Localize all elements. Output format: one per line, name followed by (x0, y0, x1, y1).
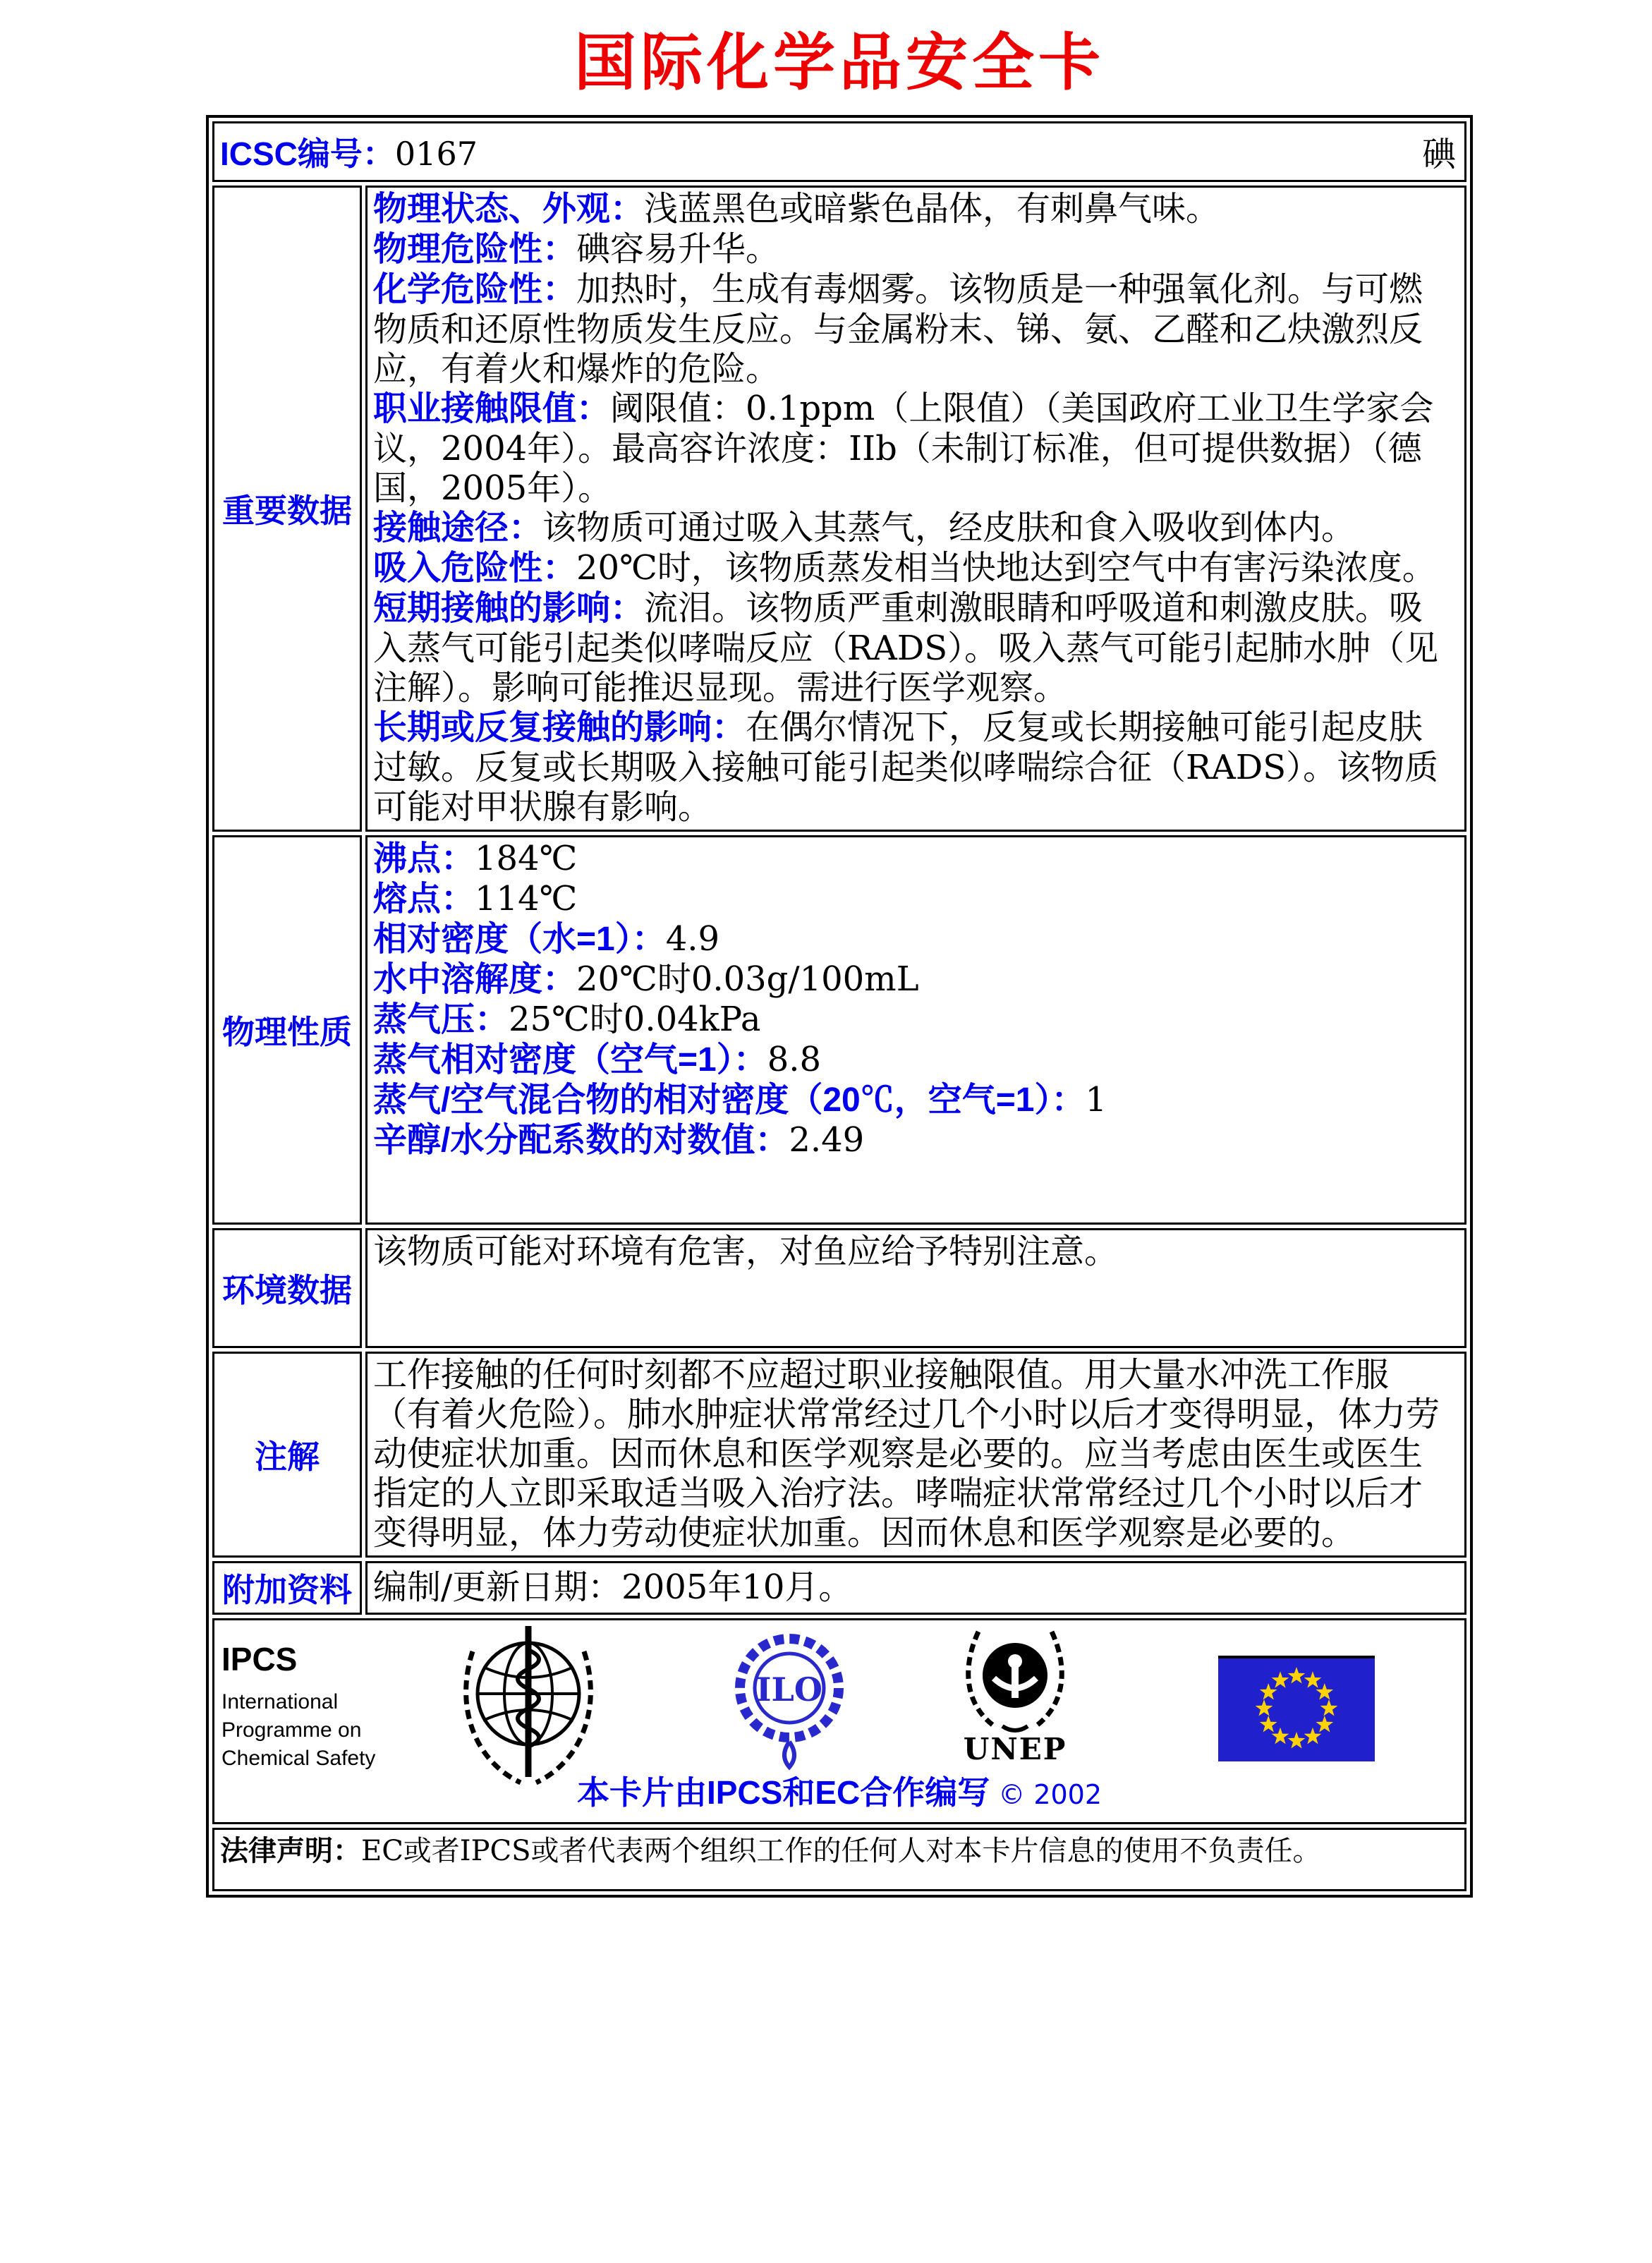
item-value: 碘容易升华。 (576, 229, 780, 269)
ipcs-subtitle-line: International (221, 1689, 339, 1713)
notes-row (212, 1352, 1466, 1558)
icsc-number-label: ICSC编号： (220, 135, 395, 172)
additional-text: 编制/更新日期：2005年10月。 (373, 1567, 853, 1607)
unep-logo-block (955, 1622, 1075, 1766)
item-value: 该物质可通过吸入其蒸气，经皮肤和食入吸收到体内。 (542, 507, 1356, 547)
item-key: 吸入危险性： (373, 549, 577, 587)
data-item (373, 189, 1449, 229)
logos-area (214, 1620, 1464, 1822)
item-value: 阈限值：0.1ppm（上限值）（美国政府工业卫生学家会议，2004年）。最高容许浓度：IIb（未制订标准，但可提供数据）（德国，2005年）。 (373, 388, 1434, 508)
data-item (373, 269, 1449, 389)
data-item (373, 389, 1449, 508)
item-key: 接触途径： (373, 509, 543, 547)
item-key: 辛醇/水分配系数的对数值： (373, 1121, 789, 1159)
header-row (212, 121, 1466, 182)
ipcs-block (221, 1640, 375, 1773)
item-key: 长期或反复接触的影响： (373, 708, 746, 746)
item-value: 加热时，生成有毒烟雾。该物质是一种强氧化剂。与可燃物质和还原性物质发生反应。与金属粉末、锑、氨、乙醛和乙炔激烈反应，有着火和爆炸的危险。 (373, 269, 1423, 389)
item-value: 1 (1085, 1079, 1107, 1120)
data-item (373, 879, 1449, 919)
section-content-notes (365, 1352, 1466, 1558)
legal-notice-label: 法律声明： (220, 1835, 361, 1867)
credit-line (214, 1767, 1464, 1814)
item-key: 短期接触的影响： (373, 589, 645, 627)
item-key: 蒸气相对密度（空气=1）： (373, 1041, 767, 1079)
logos-row (212, 1618, 1466, 1824)
data-item (373, 959, 1449, 1000)
item-key: 相对密度（水=1）： (373, 920, 666, 958)
item-key: 水中溶解度： (373, 960, 577, 998)
unep-logo-icon (959, 1622, 1071, 1733)
item-key: 沸点： (373, 839, 475, 878)
section-content-important (365, 186, 1466, 832)
data-item (373, 1040, 1449, 1080)
data-item (373, 548, 1449, 588)
ilo-logo-icon (731, 1627, 848, 1774)
item-value: 8.8 (767, 1039, 822, 1079)
item-value: 25℃时0.04kPa (509, 999, 761, 1039)
substance-name: 碘 (1421, 135, 1456, 175)
item-key: 物理危险性： (373, 230, 577, 268)
section-label-environment: 环境数据 (212, 1228, 362, 1348)
section-content-environment (365, 1228, 1466, 1348)
card-sheet (206, 25, 1473, 1898)
environment-data-row (212, 1228, 1466, 1348)
item-value: 20℃时0.03g/100mL (576, 959, 919, 999)
section-label-notes: 注解 (212, 1352, 362, 1558)
section-content-physical (365, 835, 1466, 1225)
additional-info-row (212, 1561, 1466, 1615)
ipcs-title: IPCS (221, 1640, 298, 1677)
unep-logo-text: UNEP (963, 1731, 1067, 1766)
data-item (373, 1080, 1449, 1120)
item-key: 职业接触限值： (373, 389, 611, 427)
item-value: 184℃ (475, 838, 578, 878)
item-key: 物理状态、外观： (373, 190, 645, 228)
data-item (373, 229, 1449, 269)
physical-properties-row (212, 835, 1466, 1225)
ipcs-subtitle-line: Chemical Safety (221, 1746, 376, 1770)
ipcs-subtitle-line: Programme on (221, 1718, 362, 1742)
item-value: 在偶尔情况下，反复或长期接触可能引起皮肤过敏。反复或长期吸入接触可能引起类似哮喘综合征（RADS）。该物质可能对甲状腺有影响。 (373, 707, 1439, 827)
important-data-row (212, 186, 1466, 832)
item-value: 2.49 (789, 1120, 865, 1160)
section-label-important: 重要数据 (212, 186, 362, 832)
icsc-number-value: 0167 (394, 134, 478, 173)
section-label-additional: 附加资料 (212, 1561, 362, 1615)
data-item (373, 839, 1449, 879)
ilo-logo-text: ILO (756, 1670, 822, 1709)
item-key: 蒸气压： (373, 1000, 509, 1038)
eu-flag-icon (1218, 1656, 1375, 1761)
section-label-physical: 物理性质 (212, 835, 362, 1225)
item-value: 114℃ (475, 878, 578, 918)
item-key: 化学危险性： (373, 270, 577, 308)
item-value: 20℃时，该物质蒸发相当快地达到空气中有害污染浓度。 (576, 547, 1436, 588)
data-item (373, 919, 1449, 959)
notes-text: 工作接触的任何时刻都不应超过职业接触限值。用大量水冲洗工作服（有着火危险）。肺水肿症状常常经过几个小时以后才变得明显，体力劳动使症状加重。因而休息和医学观察是必要的。应当考虑由医生或医生指定的人立即采取适当吸入治疗法。哮喘症状常常经过几个小时以后才变得明显，体力劳动使症状加重。因而休息和医学观察是必要的。 (373, 1354, 1440, 1553)
item-value: 浅蓝黑色或暗紫色晶体，有刺鼻气味。 (644, 188, 1220, 229)
data-item (373, 508, 1449, 548)
environment-text: 该物质可能对环境有危害，对鱼应给予特别注意。 (373, 1231, 1119, 1271)
item-key: 熔点： (373, 880, 475, 918)
icsc-number (220, 128, 478, 175)
legal-notice-cell (212, 1828, 1466, 1891)
section-content-additional (365, 1561, 1466, 1615)
page-title: 国际化学品安全卡 (573, 25, 1105, 99)
data-item (373, 588, 1449, 708)
header-cell (212, 121, 1466, 182)
legal-notice-text: EC或者IPCS或者代表两个组织工作的任何人对本卡片信息的使用不负责任。 (361, 1834, 1321, 1867)
who-logo-icon (460, 1623, 597, 1789)
data-item (373, 1120, 1449, 1160)
credit-text: 本卡片由IPCS和EC合作编写 (576, 1773, 990, 1811)
logos-cell (212, 1618, 1466, 1824)
data-item (373, 1000, 1449, 1040)
item-value: 流泪。该物质严重刺激眼睛和呼吸道和刺激皮肤。吸入蒸气可能引起类似哮喘反应（RADS）。吸入蒸气可能引起肺水肿（见注解）。影响可能推迟显现。需进行医学观察。 (373, 588, 1439, 708)
item-key: 蒸气/空气混合物的相对密度（20℃，空气=1）： (373, 1081, 1086, 1119)
credit-year: © 2002 (998, 1778, 1103, 1810)
legal-notice-row (212, 1828, 1466, 1891)
item-value: 4.9 (665, 918, 720, 959)
data-item (373, 708, 1449, 827)
icsc-table (206, 115, 1473, 1898)
